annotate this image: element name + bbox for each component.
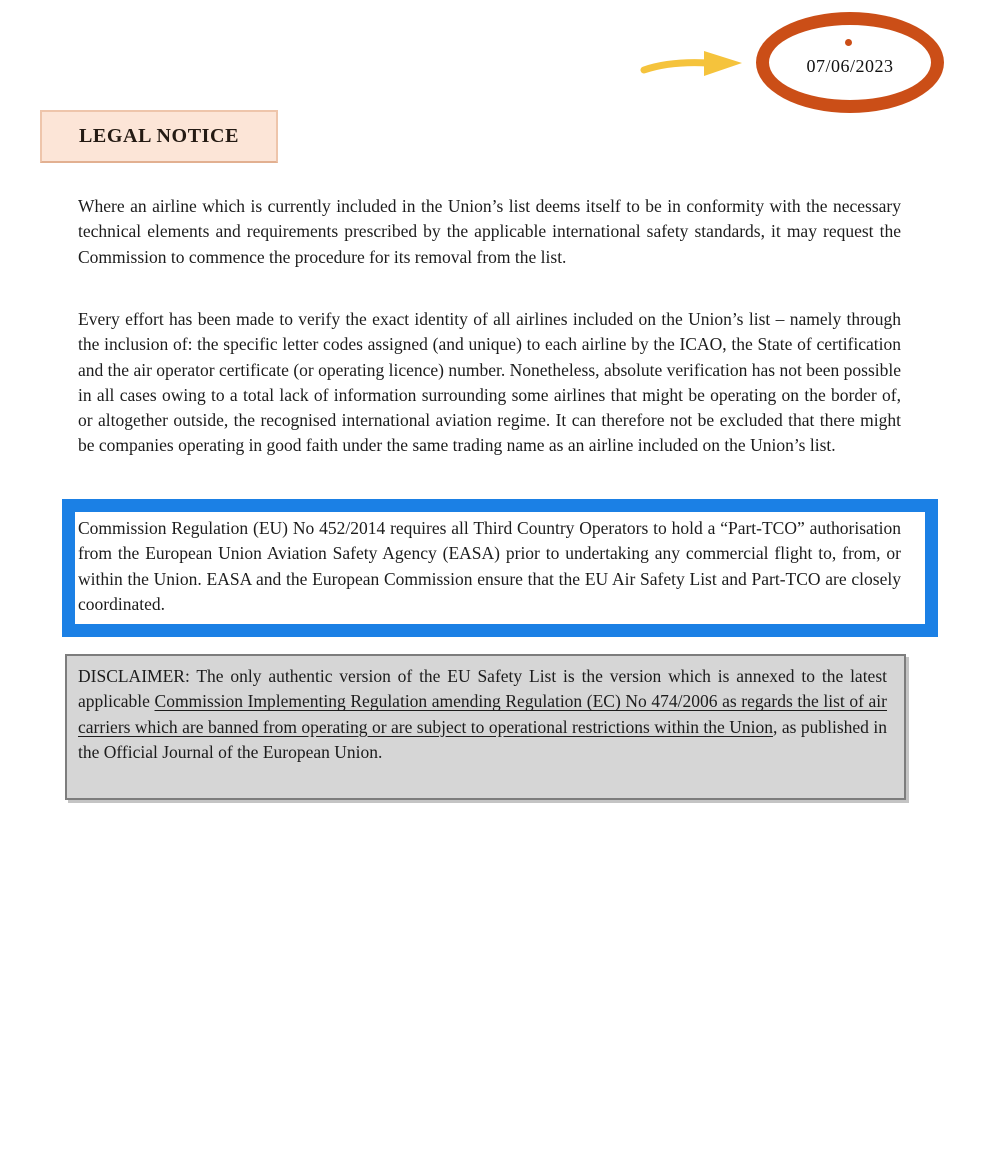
- legal-notice-box: [40, 110, 278, 163]
- circle-annotation: [756, 12, 944, 113]
- highlighted-regulation-box: [62, 499, 938, 637]
- page-title: LEGAL NOTICE: [78, 125, 240, 147]
- arrow-icon: [640, 44, 748, 82]
- paragraph-part-tco: Commission Regulation (EU) No 452/2014 requires all Third Country Operators to hold a “Part-TCO” authorisation from the European Union Aviation Safety Agency (EASA) prior to undertaking any commercial flight to, from, or within the Union. EASA and the European Commission ensure that the EU Air Safety List and Part-TCO are closely coordinated.: [78, 518, 901, 614]
- regulation-link[interactable]: Commission Implementing Regulation amending Regulation (EC) No 474/2006 as regards the list of air carriers which are banned from operating or are subject to operational restrictions within the Union: [78, 691, 888, 737]
- paragraph-removal-procedure: Where an airline which is currently included in the Union’s list deems itself to be in conformity with the necessary technical elements and requirements prescribed by the applicable international safety standards, it may request the Commission to commence the procedure for its removal from the list.: [78, 196, 901, 267]
- revision-date: 07/06/2023: [806, 56, 894, 76]
- disclaimer-box: [65, 654, 906, 800]
- disclaimer-text: [78, 664, 887, 765]
- dot-mark-icon: [845, 39, 852, 46]
- paragraph-identity-verification: Every effort has been made to verify the exact identity of all airlines included on the Union’s list – namely through the inclusion of: the specific letter codes assigned (and unique) to each airline by the ICAO, the State of certification and the air operator certificate (or operating licence) number. Nonetheless, absolute verification has not been possible in all cases owing to a total lack of information surrounding some airlines that might be operating on the border of, or altogether outside, the recognised international aviation regime. It can therefore not be excluded that there might be companies operating in good faith under the same trading name as an airline included on the Union’s list.: [78, 309, 901, 456]
- disclaimer-suffix: , as published in the Official Journal of the European Union.: [78, 716, 887, 762]
- disclaimer-prefix: DISCLAIMER: The only authentic version of the EU Safety List is the version which is annexed to the latest applicable: [78, 666, 887, 712]
